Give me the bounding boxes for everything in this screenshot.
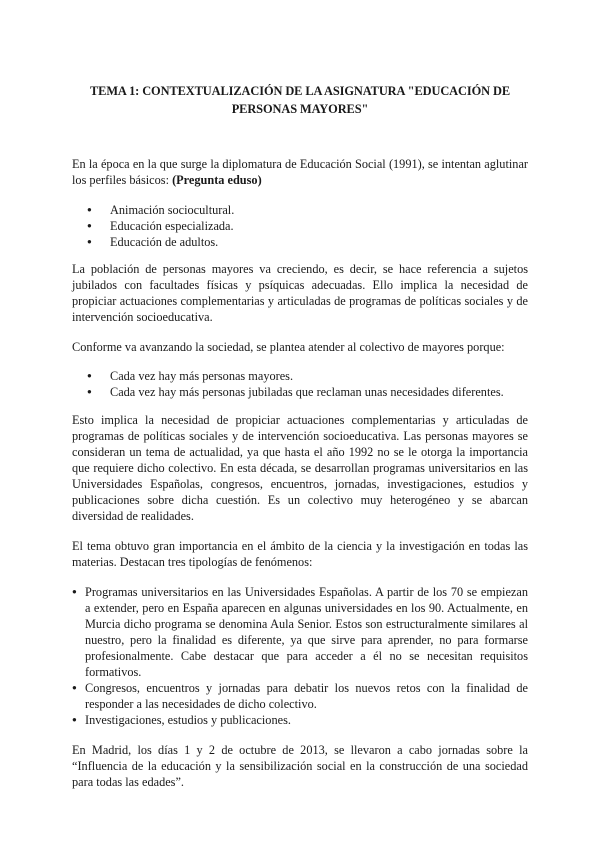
paragraph-poblacion: La población de personas mayores va creciendo, es decir, se hace referencia a sujetos jubilados con facultades físicas y psíquicas adecuadas. Ello implica la necesidad de propiciar actuaciones complementarias y articuladas de programas de políticas sociales y de intervención socioeducativa. xyxy=(72,262,528,324)
list-item: ● Educación especializada. xyxy=(72,218,528,234)
list-item: ● Animación sociocultural. xyxy=(72,202,528,218)
reasons-list xyxy=(72,368,528,400)
intro-bold-note: (Pregunta eduso) xyxy=(172,173,262,187)
intro-text: En la época en la que surge la diplomatura de Educación Social (1991), se intentan aglutinar los perfiles básicos: xyxy=(72,157,528,187)
list-item: ● Congresos, encuentros y jornadas para debatir los nuevos retos con la finalidad de responder a las necesidades de dicho colectivo. xyxy=(72,680,528,712)
intro-paragraph xyxy=(72,156,528,188)
list-item: ● Investigaciones, estudios y publicaciones. xyxy=(72,712,528,728)
paragraph-esto: Esto implica la necesidad de propiciar actuaciones complementarias y articuladas de programas de políticas sociales y de intervención socioeducativa. Las personas mayores se consideran un tema de actualidad, ya que hasta el año 1992 no se le otorga la importancia que requiere dicho colectivo. En esta década, se desarrollan programas universitarios en las Universidades Españolas, congresos, encuentros, jornadas, investigaciones, estudios y publicaciones sobre dicha cuestión. Es un colectivo muy heterogéneo y se abarcan diversidad de realidades. xyxy=(72,413,528,523)
paragraph-conforme: Conforme va avanzando la sociedad, se plantea atender al colectivo de mayores porque: xyxy=(72,340,505,354)
list-item: ● Programas universitarios en las Universidades Españolas. A partir de los 70 se empiezan a extender, pero en España aparecen en algunas universidades en los 90. Actualmente, en Murcia dicho programa se denomina Aula Senior. Estos son estructuralmente similares al nuestro, pero la finalidad es diferente, ya que sirve para aprender, no para formarse profesionalmente. Cabe destacar que para acceder a él no se necesitan requisitos formativos. xyxy=(72,584,528,680)
list-item: ● Cada vez hay más personas jubiladas que reclaman unas necesidades diferentes. xyxy=(72,384,528,400)
list-item: ● Educación de adultos. xyxy=(72,234,528,250)
paragraph-tema: El tema obtuvo gran importancia en el ámbito de la ciencia y la investigación en todas las materias. Destacan tres tipologías de fenómenos: xyxy=(72,539,528,569)
paragraph-madrid: En Madrid, los días 1 y 2 de octubre de 2013, se llevaron a cabo jornadas sobre la “Influencia de la educación y la sensibilización social en la construcción de una sociedad para todas las edades”. xyxy=(72,743,528,789)
list-item: ● Cada vez hay más personas mayores. xyxy=(72,368,528,384)
phenomena-list xyxy=(72,584,528,728)
profiles-list xyxy=(72,202,528,250)
document-title: TEMA 1: CONTEXTUALIZACIÓN DE LA ASIGNATURA "EDUCACIÓN DE PERSONAS MAYORES" xyxy=(90,84,510,116)
